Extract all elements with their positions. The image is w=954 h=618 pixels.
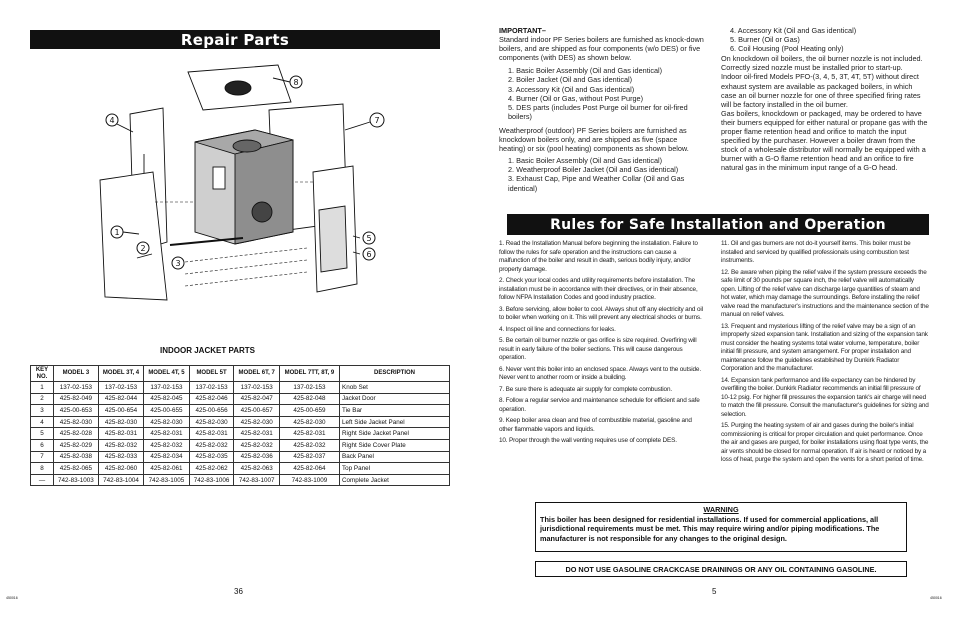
list-item: 4. Accessory Kit (Oil and Gas identical) — [730, 26, 857, 35]
part-number-cell: 425-82-032 — [144, 439, 189, 451]
part-number-cell: 425-82-038 — [54, 451, 99, 463]
important-intro: Standard indoor PF Series boilers are furnished as knock-down boilers, and are shipped as four components (w/o DES) or five components (with DES) as shown below. — [499, 35, 704, 63]
callout-6: 6 — [366, 250, 372, 259]
key-cell: 5 — [31, 428, 54, 440]
callout-7: 7 — [374, 116, 380, 125]
part-number-cell: 425-82-063 — [234, 463, 279, 475]
weatherproof-intro: Weatherproof (outdoor) PF Series boilers are furnished as knockdown boilers only, and are shipped as five (space heating) or six (pool heating) components as shown below. — [499, 125, 689, 154]
table-row — [31, 416, 450, 428]
part-number-cell: 425-82-030 — [189, 416, 234, 428]
table-row — [31, 382, 450, 394]
description-cell: Top Panel — [340, 463, 450, 475]
table-row — [31, 405, 450, 417]
list-item: 2. Boiler Jacket (Oil and Gas identical) — [508, 75, 633, 85]
part-number-cell: 425-82-062 — [189, 463, 234, 475]
part-number-cell: 742-83-1009 — [279, 474, 339, 486]
part-number-cell: 425-82-031 — [234, 428, 279, 440]
part-number-cell: 425-82-035 — [189, 451, 234, 463]
gas-boilers-note: Gas boilers, knockdown or packaged, may be ordered to have their burners equipped for either natural or propane gas with the proper flame retention head and orifice to match the input specified by the purchaser. However a boiler drawn from the stock of a wholesale distributor will normally be equipped with a burner with a G-O flame retention head and an orifice to fire natural gas in the minimum input range of a G-O head. — [721, 108, 928, 173]
table-row — [31, 451, 450, 463]
part-number-cell: 425-82-061 — [144, 463, 189, 475]
part-number-cell: 425-82-030 — [279, 416, 339, 428]
list-item: 3. Accessory Kit (Oil and Gas identical) — [508, 84, 635, 94]
part-number-cell: 137-02-153 — [98, 382, 143, 394]
part-number-cell: 425-82-049 — [54, 393, 99, 405]
header-model-7tt-8t-9: MODEL 7TT, 8T, 9 — [279, 366, 339, 382]
right-page-number: 5 — [712, 587, 717, 596]
weatherproof-components-list — [508, 156, 704, 192]
part-number-cell: 425-82-033 — [98, 451, 143, 463]
callout-5: 5 — [366, 234, 372, 243]
safety-rule: 3. Before servicing, allow boiler to cool. Always shut off any electricity and oil to boiler when working on it. This will prevent any electrical shocks or burns. — [499, 305, 703, 321]
part-number-cell: 425-82-028 — [54, 428, 99, 440]
part-number-cell: 137-02-153 — [189, 382, 234, 394]
header-key-no: KEY NO. — [31, 366, 54, 382]
knockdown-nozzle-note: On knockdown oil boilers, the oil burner nozzle is not included. Correctly sized nozzle must be installed prior to start-up. — [721, 54, 923, 73]
description-cell: Back Panel — [340, 451, 450, 463]
description-cell: Right Side Jacket Panel — [340, 428, 450, 440]
part-number-cell: 742-83-1003 — [54, 474, 99, 486]
repair-parts-banner — [30, 30, 440, 49]
part-number-cell: 137-02-153 — [54, 382, 99, 394]
part-number-cell: 425-00-654 — [98, 405, 143, 417]
part-number-cell: 742-83-1004 — [98, 474, 143, 486]
list-item: 4. Burner (Oil or Gas, without Post Purge) — [508, 93, 644, 103]
key-cell: 6 — [31, 439, 54, 451]
part-number-cell: 425-82-031 — [144, 428, 189, 440]
boiler-jacket-exploded-diagram — [95, 62, 405, 312]
safety-rule: 2. Check your local codes and utility requirements before installation. The installation must be in accordance with their directives, or in their absence, follow NFPA Installation Codes and good industry practice. — [499, 277, 698, 301]
list-item: 1. Basic Boiler Assembly (Oil and Gas identical) — [508, 156, 663, 166]
part-number-cell: 425-82-031 — [98, 428, 143, 440]
part-number-cell: 742-83-1006 — [189, 474, 234, 486]
indoor-components-list — [508, 66, 704, 121]
part-number-cell: 425-00-656 — [189, 405, 234, 417]
safety-rule: 13. Frequent and mysterious lifting of the relief valve may be a sign of an improperly sized expansion tank. Installation and sizing of the expansion tank must consider the heating systems total water volume, temperature, boiler initial fill pressure, and system arrangement. For proper installation and maintenance follow the guidelines established by Dunkirk Radiator Corporation and the manufacturer. — [721, 322, 928, 372]
product-notes-section — [721, 26, 929, 173]
list-item: 2. Weatherproof Boiler Jacket (Oil and Gas identical) — [508, 165, 679, 175]
warning-text: This boiler has been designed for residential installations. If used for commercial applications, all jurisdictional requirements must be met. This may require wiring and/or piping modifications. The manufacturer is not responsible for any changes to the original design. — [540, 515, 880, 543]
safety-rule: 5. Be certain oil burner nozzle or gas orifice is size required. Overfiring will result in early failure of the boiler sections. This will cause dangerous operation. — [499, 337, 697, 361]
safety-rule: 14. Expansion tank performance and life expectancy can be hindered by overfilling the boiler. Dunkirk Radiator recommends an initial fill pressure of 10-12 psig. For higher fill pressures the expansion tank's air charge will need to match the fill pressure. Consult the manufacturer's guidelines for sizing and selection. — [721, 376, 929, 418]
key-cell: 4 — [31, 416, 54, 428]
part-number-cell: 425-82-031 — [279, 428, 339, 440]
callout-8: 8 — [293, 78, 299, 87]
part-number-cell: 425-82-045 — [144, 393, 189, 405]
part-number-cell: 425-82-037 — [279, 451, 339, 463]
part-number-cell: 425-82-064 — [279, 463, 339, 475]
callout-2: 2 — [140, 244, 146, 253]
part-number-cell: 425-82-046 — [189, 393, 234, 405]
safety-rules-list-left — [499, 240, 707, 446]
part-number-cell: 425-82-048 — [279, 393, 339, 405]
header-model-4t-5: MODEL 4T, 5 — [144, 366, 189, 382]
table-header-row — [31, 366, 450, 382]
part-number-cell: 137-02-153 — [279, 382, 339, 394]
part-number-cell: 425-82-030 — [234, 416, 279, 428]
header-description: DESCRIPTION — [340, 366, 450, 382]
part-number-cell: 425-82-029 — [54, 439, 99, 451]
important-heading: IMPORTANT– — [499, 26, 546, 35]
safety-rules-banner — [507, 214, 929, 235]
list-item: 5. Burner (Oil or Gas) — [730, 35, 800, 45]
table-row — [31, 439, 450, 451]
part-number-cell: 425-82-032 — [279, 439, 339, 451]
weatherproof-components-list-continued — [730, 26, 929, 53]
header-model-5t: MODEL 5T — [189, 366, 234, 382]
key-cell: 7 — [31, 451, 54, 463]
callout-4: 4 — [109, 116, 115, 125]
description-cell: Tie Bar — [340, 405, 450, 417]
indoor-models-note: Indoor oil-fired Models PFO-(3, 4, 5, 3T, 4T, 5T) without direct exhaust system are available as packaged boilers, in which case an oil burner nozzle for one of three specified firing rates will be factory installed in the oil burner. — [721, 72, 921, 109]
safety-rules-list-right — [721, 240, 929, 465]
warning-title: WARNING — [703, 505, 739, 514]
part-number-cell: 425-82-036 — [234, 451, 279, 463]
important-section — [499, 26, 704, 193]
table-row — [31, 474, 450, 486]
list-item: 6. Coil Housing (Pool Heating only) — [730, 44, 844, 54]
part-number-cell: 742-83-1007 — [234, 474, 279, 486]
list-item: 3. Exhaust Cap, Pipe and Weather Collar (Oil and Gas identical) — [508, 174, 685, 193]
safety-rule: 8. Follow a regular service and maintenance schedule for efficient and safe operation. — [499, 397, 700, 413]
part-number-cell: 425-82-034 — [144, 451, 189, 463]
right-page — [477, 0, 954, 618]
left-page-number: 36 — [234, 587, 243, 596]
left-corner-code: 450016 — [6, 596, 18, 600]
safety-rule: 4. Inspect oil line and connections for leaks. — [499, 325, 616, 333]
part-number-cell: 425-82-047 — [234, 393, 279, 405]
description-cell: Knob Set — [340, 382, 450, 394]
part-number-cell: 425-00-657 — [234, 405, 279, 417]
part-number-cell: 425-82-060 — [98, 463, 143, 475]
key-cell: — — [31, 474, 54, 486]
key-cell: 3 — [31, 405, 54, 417]
safety-rule: 6. Never vent this boiler into an enclosed space. Always vent to the outside. Never vent to another room or inside a building. — [499, 365, 701, 381]
safety-rules-title: Rules for Safe Installation and Operation — [550, 216, 886, 233]
parts-table-body — [31, 382, 450, 486]
part-number-cell: 425-00-655 — [144, 405, 189, 417]
part-number-cell: 425-82-031 — [189, 428, 234, 440]
header-model-3t-4: MODEL 3T, 4 — [98, 366, 143, 382]
key-cell: 2 — [31, 393, 54, 405]
part-number-cell: 425-82-044 — [98, 393, 143, 405]
part-number-cell: 425-82-030 — [144, 416, 189, 428]
part-number-cell: 425-82-030 — [54, 416, 99, 428]
part-number-cell: 425-82-032 — [98, 439, 143, 451]
key-cell: 1 — [31, 382, 54, 394]
part-number-cell: 425-00-659 — [279, 405, 339, 417]
safety-rule: 7. Be sure there is adequate air supply for complete combustion. — [499, 385, 672, 393]
table-row — [31, 393, 450, 405]
safety-rule: 1. Read the Installation Manual before beginning the installation. Failure to follow the rules for safe operation and the instructions can cause a malfunction of the boiler and result in death, serious bodily injury, and/or property damage. — [499, 240, 698, 273]
part-number-cell: 137-02-153 — [234, 382, 279, 394]
right-corner-code: 450016 — [930, 596, 942, 600]
safety-rule: 11. Oil and gas burners are not do-it yourself items. This boiler must be installed and serviced by qualified professionals using combustion test instruments. — [721, 240, 911, 264]
description-cell: Left Side Jacket Panel — [340, 416, 450, 428]
safety-rule: 15. Purging the heating system of air and gases during the boiler's initial commissioning is critical for proper circulation and quiet performance. Once the air and gases are purged, for boiler installations using float type vents, the air vents should be closed for normal operation. If air is heard or noticed by a loss of heat, purge the system and open the vents for a short period of time. — [721, 422, 929, 463]
description-cell: Right Side Cover Plate — [340, 439, 450, 451]
part-number-cell: 425-82-030 — [98, 416, 143, 428]
gasoline-notice: DO NOT USE GASOLINE CRACKCASE DRAININGS OR ANY OIL CONTAINING GASOLINE. — [565, 564, 877, 574]
table-row — [31, 463, 450, 475]
list-item: 5. DES parts (includes Post Purge oil burner for oil-fired boilers) — [508, 102, 688, 121]
parts-table-title: INDOOR JACKET PARTS — [160, 346, 255, 355]
gasoline-notice-box — [535, 561, 907, 577]
header-model-6t-7: MODEL 6T, 7 — [234, 366, 279, 382]
safety-rule: 10. Proper through the wall venting requires use of complete DES. — [499, 437, 677, 444]
warning-box — [535, 502, 907, 552]
description-cell: Jacket Door — [340, 393, 450, 405]
repair-parts-title: Repair Parts — [180, 30, 290, 49]
description-cell: Complete Jacket — [340, 474, 450, 486]
part-number-cell: 742-83-1005 — [144, 474, 189, 486]
list-item: 1. Basic Boiler Assembly (Oil and Gas identical) — [508, 66, 663, 76]
key-cell: 8 — [31, 463, 54, 475]
safety-rule: 12. Be aware when piping the relief valve if the system pressure exceeds the safe limit of 30 pounds per square inch, the relief valve will automatically open. Lifting of the relief valve can discharge large quantities of steam and hot water, which may damage the surroundings. Before installing the relief valve read the manufacturer's instructions and the maintenance section of the manual on relief valves. — [721, 268, 929, 318]
table-row — [31, 428, 450, 440]
part-number-cell: 425-82-032 — [234, 439, 279, 451]
part-number-cell: 425-82-065 — [54, 463, 99, 475]
indoor-jacket-parts-table — [30, 365, 450, 486]
header-model-3: MODEL 3 — [54, 366, 99, 382]
part-number-cell: 425-00-653 — [54, 405, 99, 417]
callout-3: 3 — [175, 259, 181, 268]
callout-1: 1 — [114, 228, 120, 237]
safety-rule: 9. Keep boiler area clean and free of combustible material, gasoline and other flammable vapors and liquids. — [499, 417, 692, 433]
part-number-cell: 137-02-153 — [144, 382, 189, 394]
part-number-cell: 425-82-032 — [189, 439, 234, 451]
